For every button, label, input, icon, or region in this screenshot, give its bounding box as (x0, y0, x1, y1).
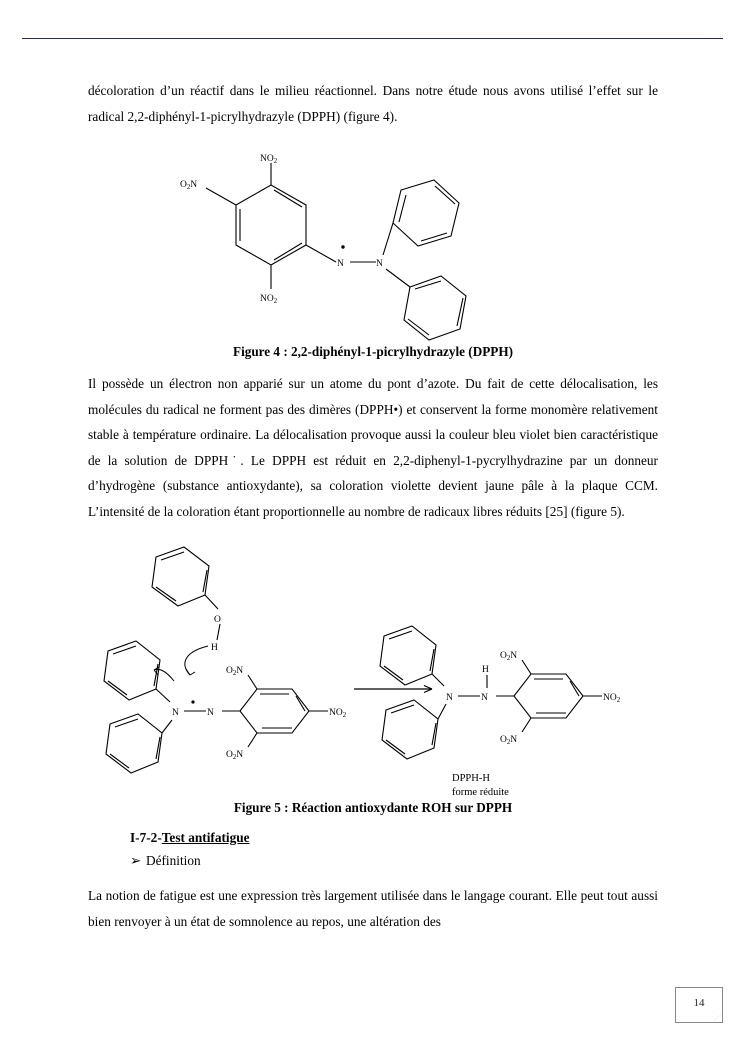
product-name-label: DPPH-H (452, 773, 490, 784)
label-no2-left-top: $O_2N$ (226, 666, 244, 677)
figure-4-caption: Figure 4 : 2,2-diphényl-1-picrylhydrazyle (DPPH) (233, 344, 513, 359)
definition-label: Définition (146, 853, 201, 868)
label-n-radical: N (337, 259, 344, 269)
paragraph-fatigue: La notion de fatigue est une expression très largement utilisée dans le langage courant. Elle peut tout aussi bien renvoyer à un état de somnolence au repos, une altération des (88, 888, 658, 929)
page-number-badge (675, 987, 723, 1023)
paragraph-intro: décoloration d’un réactif dans le milieu réactionnel. Dans notre étude nous avons utilisé l’effet sur le radical 2,2-diphényl-1-picrylhydrazyle (DPPH) (figure 4). (88, 83, 658, 124)
label-no2-right-top: $O_2N$ (500, 651, 518, 662)
label-o-phenol: O (214, 615, 221, 625)
header-rule (22, 38, 723, 39)
label-n-right-left: N (446, 693, 453, 703)
product-state-label: forme réduite (452, 787, 509, 798)
label-no2-top-right: $NO_2$ (260, 154, 278, 165)
label-h-phenol: H (211, 643, 218, 653)
label-no2-right-right: $NO_2$ (603, 693, 621, 704)
section-number: I-7-2- (130, 830, 162, 845)
section-title: Test antifatigue (161, 830, 250, 845)
label-no2-left-bottom: $O_2N$ (226, 750, 244, 761)
figure-5-caption: Figure 5 : Réaction antioxydante ROH sur DPPH (233, 800, 513, 815)
section-heading (88, 827, 658, 849)
label-n-left-right: N (207, 708, 214, 718)
page-number: 14 (693, 997, 705, 1009)
definition-bullet (88, 849, 658, 873)
label-n-right-right: N (481, 693, 488, 703)
paragraph-dpph-description: Il possède un électron non apparié sur un atome du pont d’azote. Du fait de cette délocalisation, les molécules du radical ne forment pas des dimères (DPPH•) et conservent la forme monomère relativement stable à température ordinaire. La délocalisation provoque aussi la couleur bleu violet bien caractéristique de la solution de DPPH˙. Le DPPH est réduit en 2,2-diphenyl-1-pycrylhydrazine par un donneur d’hydrogène (substance antioxydante), sa coloration violette devient jaune pâle à la plaque CCM. L’intensité de la coloration étant proportionnelle au nombre de radicaux libres réduits [25] (figure 5). (88, 376, 658, 519)
label-no2-right-bottom: $O_2N$ (500, 735, 518, 746)
label-h-right: H (482, 665, 489, 675)
arrow-bullet-icon: ➢ (130, 853, 142, 868)
figure-4-illustration (88, 143, 658, 343)
label-no2-left-right: $NO_2$ (329, 708, 347, 719)
corner-fold-inner-icon (713, 1013, 722, 1022)
label-n-left-left: N (172, 708, 179, 718)
document-content (88, 78, 658, 934)
label-no2-bottom: $NO_2$ (260, 294, 278, 305)
figure-5-illustration (88, 544, 658, 799)
label-no2-top-left: $O_2N$ (180, 180, 198, 191)
label-n-amine: N (376, 259, 383, 269)
